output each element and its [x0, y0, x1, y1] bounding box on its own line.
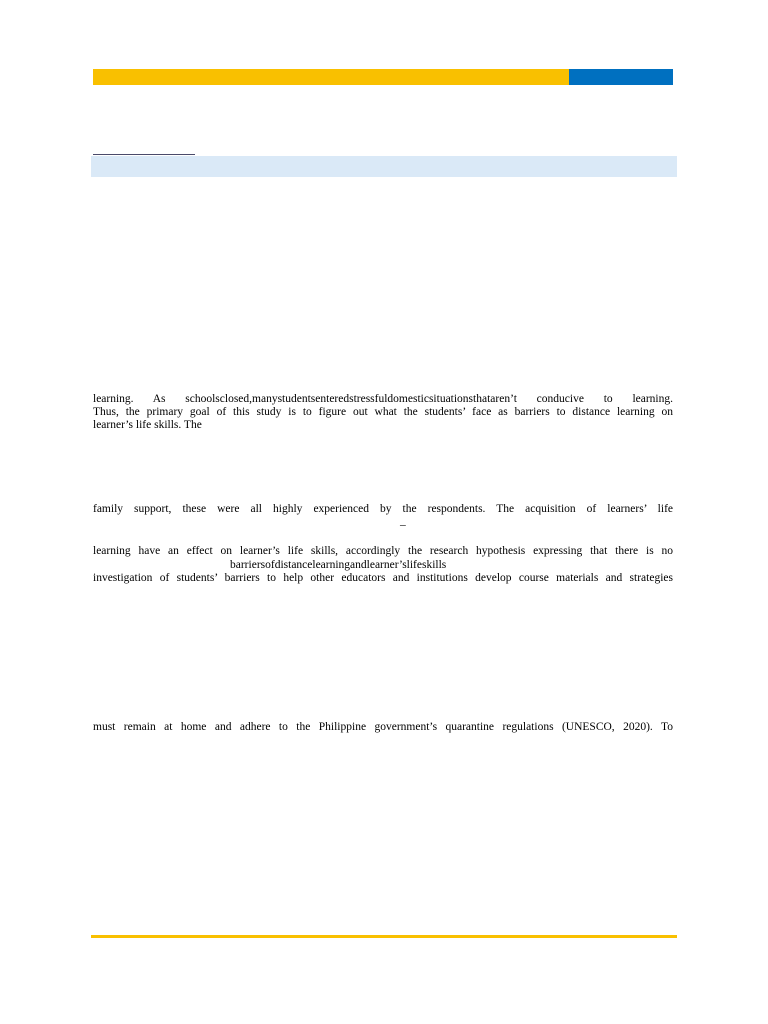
- footer-rule: [91, 935, 677, 938]
- intro-line-1: must remain at home and adhere to the Philippine government’s quarantine regulations (UNESCO, 2020). To: [93, 721, 673, 733]
- section-underline: [93, 154, 195, 155]
- header-bar-blue-segment: [569, 69, 673, 85]
- abstract-line-4: family support, these were all highly experienced by the respondents. The acquisition of learners’ life: [93, 503, 673, 515]
- header-color-bar: [93, 69, 673, 85]
- abstract-line-1: learning. As schoolsclosed,manystudentsenteredstressfuldomesticsituationsthataren’t conducive to learning.: [93, 393, 673, 405]
- section-heading-band: [91, 156, 677, 177]
- abstract-line-2: Thus, the primary goal of this study is to figure out what the students’ face as barriers to distance learning on: [93, 406, 673, 418]
- abstract-line-7: investigation of students’ barriers to help other educators and institutions develop course materials and strategies: [93, 572, 673, 584]
- abstract-line-5: learning have an effect on learner’s life skills, accordingly the research hypothesis expressing that there is no: [93, 545, 673, 557]
- header-bar-yellow-segment: [93, 69, 569, 85]
- dash-fragment: –: [400, 519, 406, 531]
- abstract-line-6: barriersofdistancelearningandlearner’slifeskills: [230, 559, 447, 571]
- abstract-line-3: learner’s life skills. The: [93, 419, 202, 431]
